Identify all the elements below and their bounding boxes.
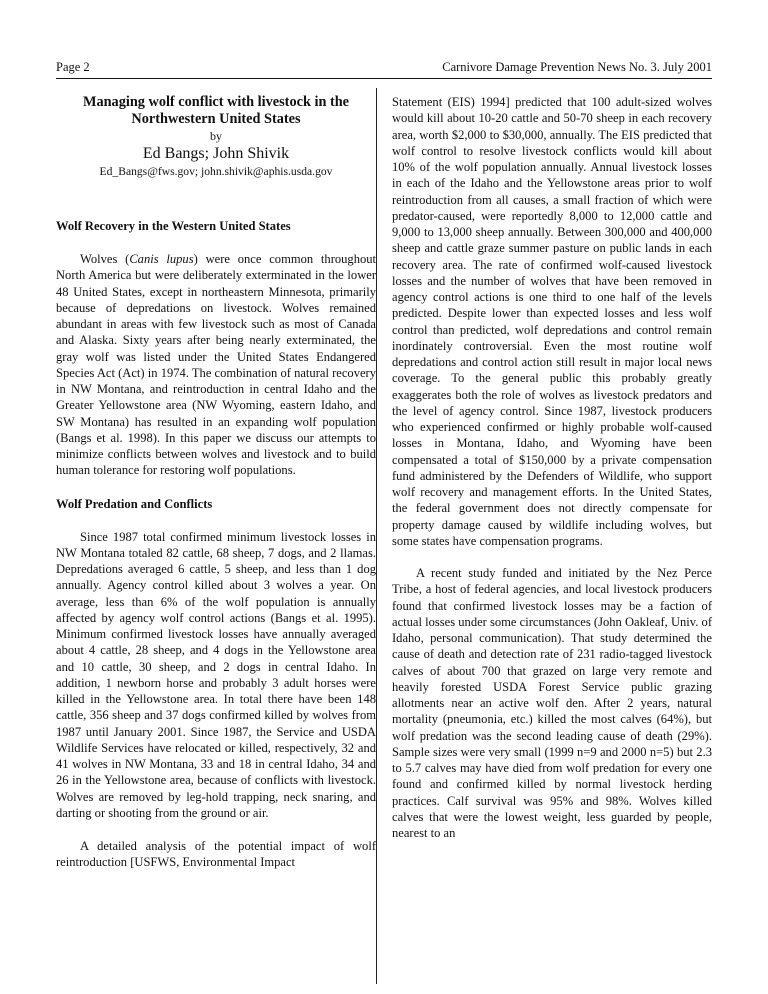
article-title: Managing wolf conflict with livestock in the Northwestern United States: [82, 94, 350, 127]
paragraph-wolf-recovery: Wolves (Canis lupus) were once common throughout North America but were deliberately exterminated in the lower 48 United States, except in northeastern Minnesota, primarily because of depredations on livestock. Wolves remained abundant in areas with few livestock such as most of Canada and Alaska. Sixty years after being nearly exterminated, the gray wolf was listed under the United States Endangered Species Act (Act) in 1974. The combination of natural recovery in NW Montana, and reintroduction in central Idaho and the Greater Yellowstone area (NW Wyoming, eastern Idaho, and SW Montana) has resulted in an expanding wolf population (Bangs et al. 1998). In this paper we discuss our attempts to minimize conflicts between wolves and livestock and to build human tolerance for restoring wolf populations.: [56, 252, 376, 478]
paragraph-livestock-losses: Since 1987 total confirmed minimum livestock losses in NW Montana totaled 82 cattle, 68 sheep, 7 dogs, and 2 llamas. Depredations averaged 6 cattle, 5 sheep, and less than 1 dog annually. Agency control killed about 3 wolves a year. On average, less than 6% of the wolf population is annually affected by agency wolf control actions (Bangs et al. 1995). Minimum confirmed livestock losses have annually averaged about 4 cattle, 28 sheep, and 4 dogs in the Yellowstone area and 10 cattle, 30 sheep, and 2 dogs in central Idaho. In addition, 1 newborn horse and probably 3 adult horses were killed in the Yellowstone area. In total there have been 148 cattle, 356 sheep and 37 dogs confirmed killed by wolves from 1987 until January 2001. Since 1987, the Service and USDA Wildlife Services have relocated or killed, respectively, 32 and 41 wolves in NW Montana, 33 and 18 in central Idaho, 34 and 26 in the Yellowstone area, because of conflicts with livestock. Wolves are removed by leg-hold trapping, neck snaring, and darting or shooting from the ground or air.: [56, 529, 376, 820]
paragraph-impact-analysis-cont: Statement (EIS) 1994] predicted that 100 adult-sized wolves would kill about 10-20 cattle and 50-70 sheep in each recovery area, worth $2,000 to $30,000, annually. The EIS predicted that wolf control to resolve livestock conflicts would kill about 10% of the wolf population annually. Annual livestock losses in each of the Idaho and the Yellowstone areas prior to wolf reintroduction from all causes, a small fraction of which were predator-caused, were reportedly 8,000 to 12,000 cattle and 9,000 to 13,000 sheep annually. Between 300,000 and 400,000 sheep and cattle graze summer pasture on public lands in each recovery area. The rate of confirmed wolf-caused livestock losses and the number of wolves that have been removed in agency control actions is one third to one half of the levels predicted. Despite lower than expected losses and less wolf control than predicted, wolf depredations and control remain inordinately controversial. Even the most routine wolf depredations and control action still result in major local news coverage. To the general public this probably greatly exaggerates both the role of wolves as livestock predators and the level of agency control. Since 1987, livestock producers who experienced confirmed or highly probable wolf-caused losses in Montana, Idaho, and Wyoming have been compensated a total of $150,000 by a private compensation fund administered by the Defenders of Wildlife, who support wolf recovery and management efforts. In the United States, the federal government does not directly compensate for property damage caused by wildlife including wolves, but some states have compensation programs.: [392, 95, 712, 548]
paragraph-impact-analysis-start: A detailed analysis of the potential impact of wolf reintroduction [USFWS, Environmental Impact: [56, 839, 376, 870]
section-heading-wolf-recovery: Wolf Recovery in the Western United States: [56, 219, 291, 233]
right-column: [392, 94, 712, 841]
issue-title: Carnivore Damage Prevention News No. 3. July 2001: [442, 60, 712, 74]
author-emails: Ed_Bangs@fws.gov; john.shivik@aphis.usda.gov: [99, 165, 333, 178]
header-rule: [56, 78, 712, 79]
paragraph-nez-perce-study: A recent study funded and initiated by the Nez Perce Tribe, a host of federal agencies, and local livestock producers found that confirmed livestock losses may be a faction of actual losses under some circumstances (John Oakleaf, Univ. of Idaho, personal communication). That study determined the cause of death and detection rate of 231 radio-tagged livestock calves of about 700 that grazed on large very remote and heavily forested USDA Forest Service public grazing allotments near an active wolf den. After 2 years, natural mortality (pneumonia, etc.) killed the most calves (64%), but wolf predation was the second leading cause of death (29%). Sample sizes were very small (1999 n=9 and 2000 n=5) but 2.3 to 5.7 calves may have died from wolf predation for every one found and confirmed killed by normal livestock herding practices. Calf survival was 95% and 98%. Wolves killed calves that were the lowest weight, less guarded by people, nearest to an: [392, 566, 712, 840]
latin-name: Canis lupus: [129, 252, 194, 266]
page-number: Page 2: [56, 60, 90, 74]
left-column: [56, 94, 376, 871]
running-header: [56, 60, 712, 80]
byline-by: by: [210, 129, 222, 143]
column-divider: [376, 88, 377, 984]
section-heading-predation: Wolf Predation and Conflicts: [56, 496, 213, 511]
article-authors: Ed Bangs; John Shivik: [142, 145, 290, 162]
